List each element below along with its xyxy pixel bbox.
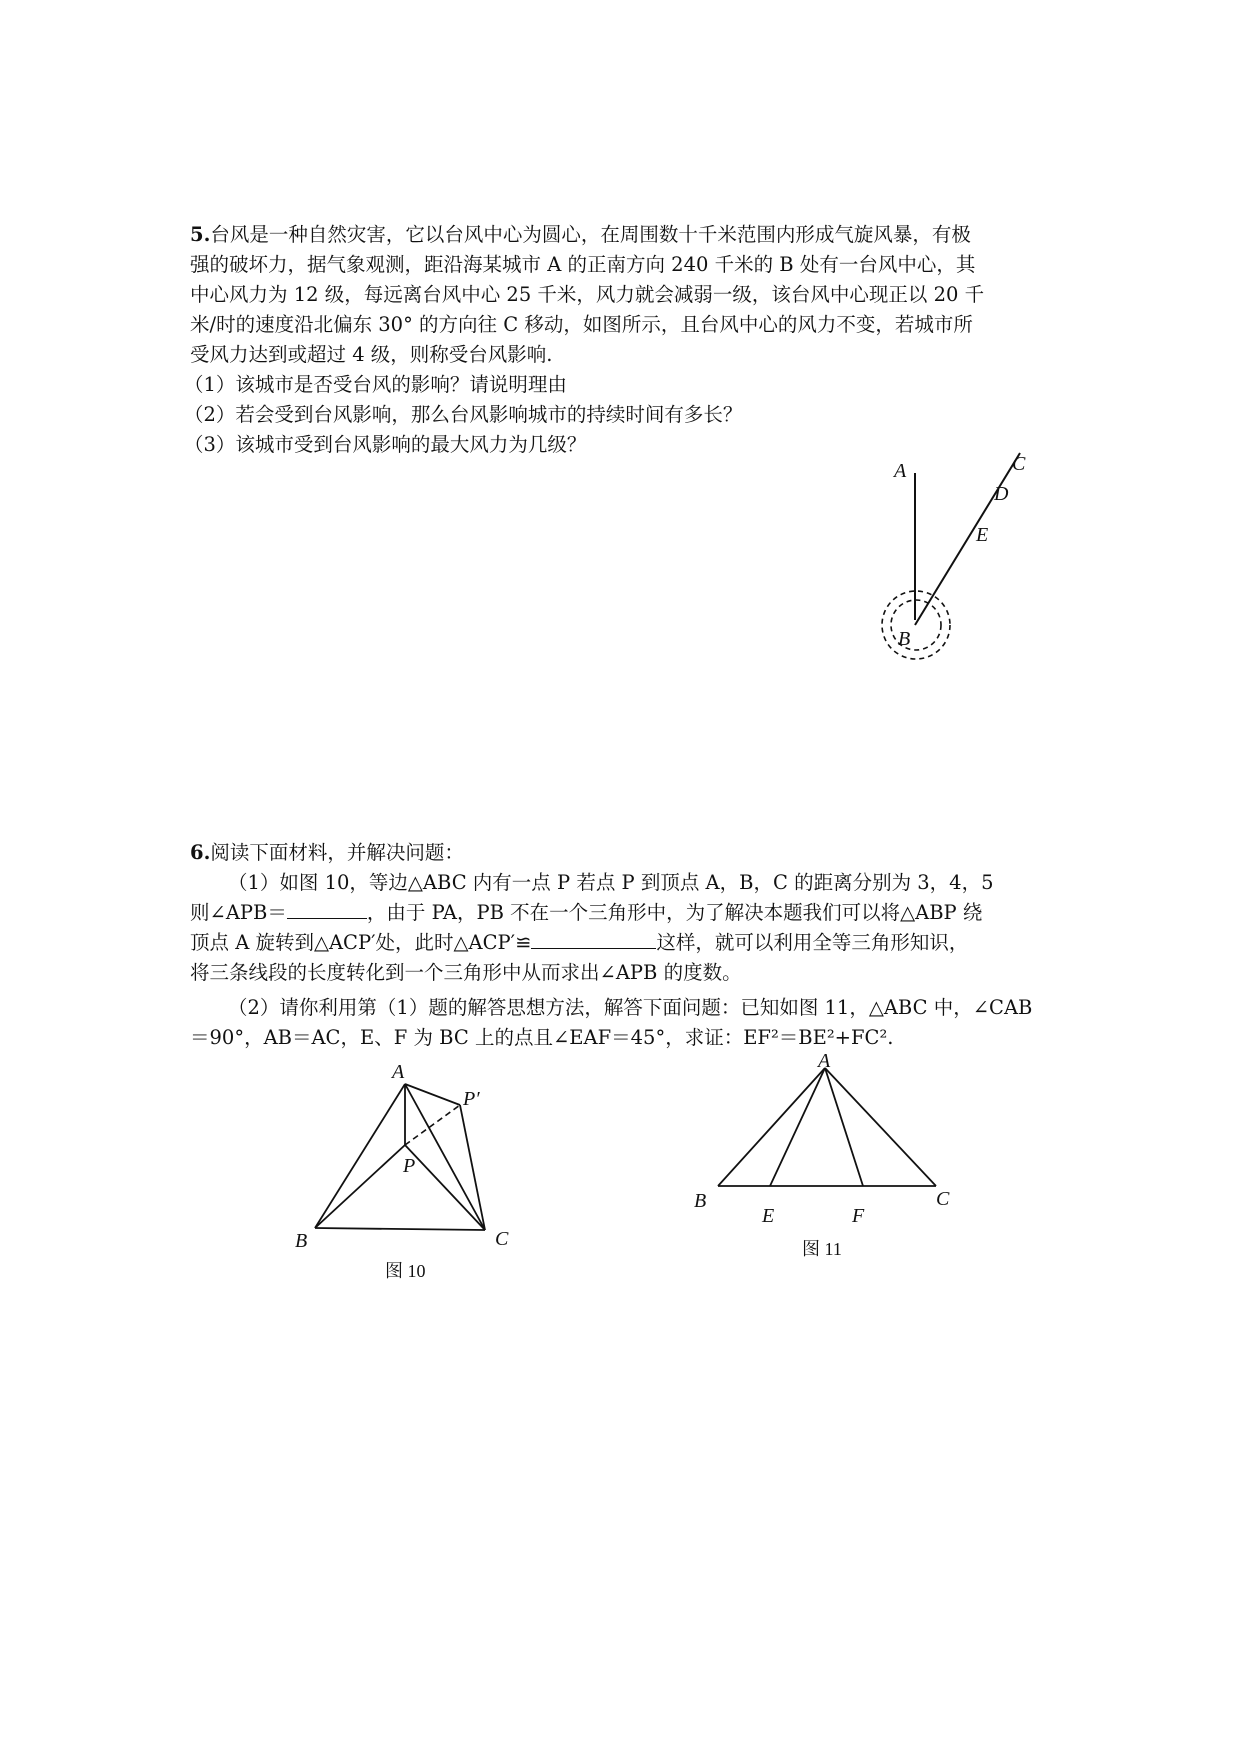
- part1-text-3b: 这样，就可以利用全等三角形知识，: [656, 931, 969, 954]
- label-C: C: [1012, 453, 1026, 475]
- problem-5-question-2: （2）若会受到台风影响，那么台风影响城市的持续时间有多长？: [184, 403, 743, 426]
- problem-6-part1-line-3: [190, 928, 1060, 958]
- problem-6-part2-line-1: （2）请你利用第（1）题的解答思想方法，解答下面问题：已知如图 11，△ABC 中，∠CAB: [228, 996, 1033, 1019]
- label-D: D: [994, 483, 1009, 505]
- problem-6-part1-line-1: （1）如图 10，等边△ABC 内有一点 P 若点 P 到顶点 A，B，C 的距离分别为 3，4，5: [228, 871, 994, 894]
- problem-5-line-2: 强的破坏力，据气象观测，距沿海某城市 A 的正南方向 240 千米的 B 处有一台风中心，其: [190, 253, 976, 276]
- problem-5-line-1: [190, 220, 1060, 250]
- label-B: B: [898, 628, 911, 650]
- problem-5-line-5: 受风力达到或超过 4 级，则称受台风影响.: [190, 343, 553, 366]
- problem-5-number: 5.: [190, 223, 211, 246]
- problem-6-part1-line-4: 将三条线段的长度转化到一个三角形中从而求出∠APB 的度数。: [190, 961, 742, 984]
- problem-6-part1-line-2: [190, 898, 1060, 928]
- problem-6-intro: 阅读下面材料，并解决问题：: [210, 841, 464, 864]
- label-C: C: [495, 1228, 509, 1250]
- part1-text-3a: 顶点 A 旋转到△ACP′处，此时△ACP′≌: [190, 931, 532, 954]
- label-A: A: [392, 1061, 405, 1083]
- problem-6-statement: [190, 838, 1060, 1053]
- label-E: E: [976, 524, 989, 546]
- label-P-prime: P′: [463, 1088, 480, 1110]
- segment-AC: [825, 1068, 936, 1186]
- label-B: B: [295, 1230, 308, 1252]
- typhoon-figure: [870, 440, 1009, 670]
- segment-CP-prime: [460, 1105, 485, 1230]
- answer-blank-congruent-triangle[interactable]: [531, 928, 656, 949]
- problem-6-number: 6.: [190, 841, 211, 864]
- line-BC: [915, 453, 1020, 625]
- answer-blank-angle-apb[interactable]: [287, 898, 367, 919]
- figure-10: [280, 1060, 540, 1285]
- label-C: C: [936, 1188, 950, 1210]
- typhoon-figure-label-c: [1010, 448, 1040, 478]
- figure-11-caption: 图 11: [802, 1239, 842, 1259]
- problem-6-part2-line-2: ＝90°，AB＝AC，E、F 为 BC 上的点且∠EAF＝45°，求证：EF²＝BE²+FC².: [190, 1026, 894, 1049]
- problem-5-line-4: 米/时的速度沿北偏东 30° 的方向往 C 移动，如图所示，且台风中心的风力不变，若城市所: [190, 313, 973, 336]
- label-E: E: [762, 1205, 775, 1227]
- segment-BC: [315, 1228, 485, 1230]
- segment-PP-prime: [405, 1105, 460, 1145]
- problem-5-statement: [184, 220, 1060, 460]
- label-B: B: [694, 1190, 707, 1212]
- part1-text-2b: ，由于 PA，PB 不在一个三角形中，为了解决本题我们可以将△ABP 绕: [366, 901, 983, 924]
- label-A: A: [894, 460, 907, 482]
- segment-AB: [718, 1068, 825, 1186]
- segment-AP-prime: [405, 1084, 460, 1105]
- label-P: P: [403, 1155, 416, 1177]
- problem-5-line-3: 中心风力为 12 级，每远离台风中心 25 千米，风力就会减弱一级，该台风中心现正以 20 千: [190, 283, 985, 306]
- label-F: F: [852, 1205, 865, 1227]
- segment-AF: [825, 1068, 863, 1186]
- problem-6-line-intro: [190, 838, 1060, 868]
- figure-11: [680, 1048, 970, 1263]
- problem-5-question-1: （1）该城市是否受台风的影响？请说明理由: [184, 373, 567, 396]
- label-A: A: [818, 1050, 831, 1072]
- problem-5-question-3: （3）该城市受到台风影响的最大风力为几级？: [184, 433, 587, 456]
- part1-text-2a: 则∠APB＝: [190, 901, 287, 924]
- figure-10-caption: 图 10: [385, 1261, 426, 1281]
- segment-AB: [315, 1084, 405, 1228]
- problem-5-text-1: 台风是一种自然灾害，它以台风中心为圆心，在周围数十千米范围内形成气旋风暴，有极: [210, 223, 971, 246]
- segment-AE: [770, 1068, 825, 1186]
